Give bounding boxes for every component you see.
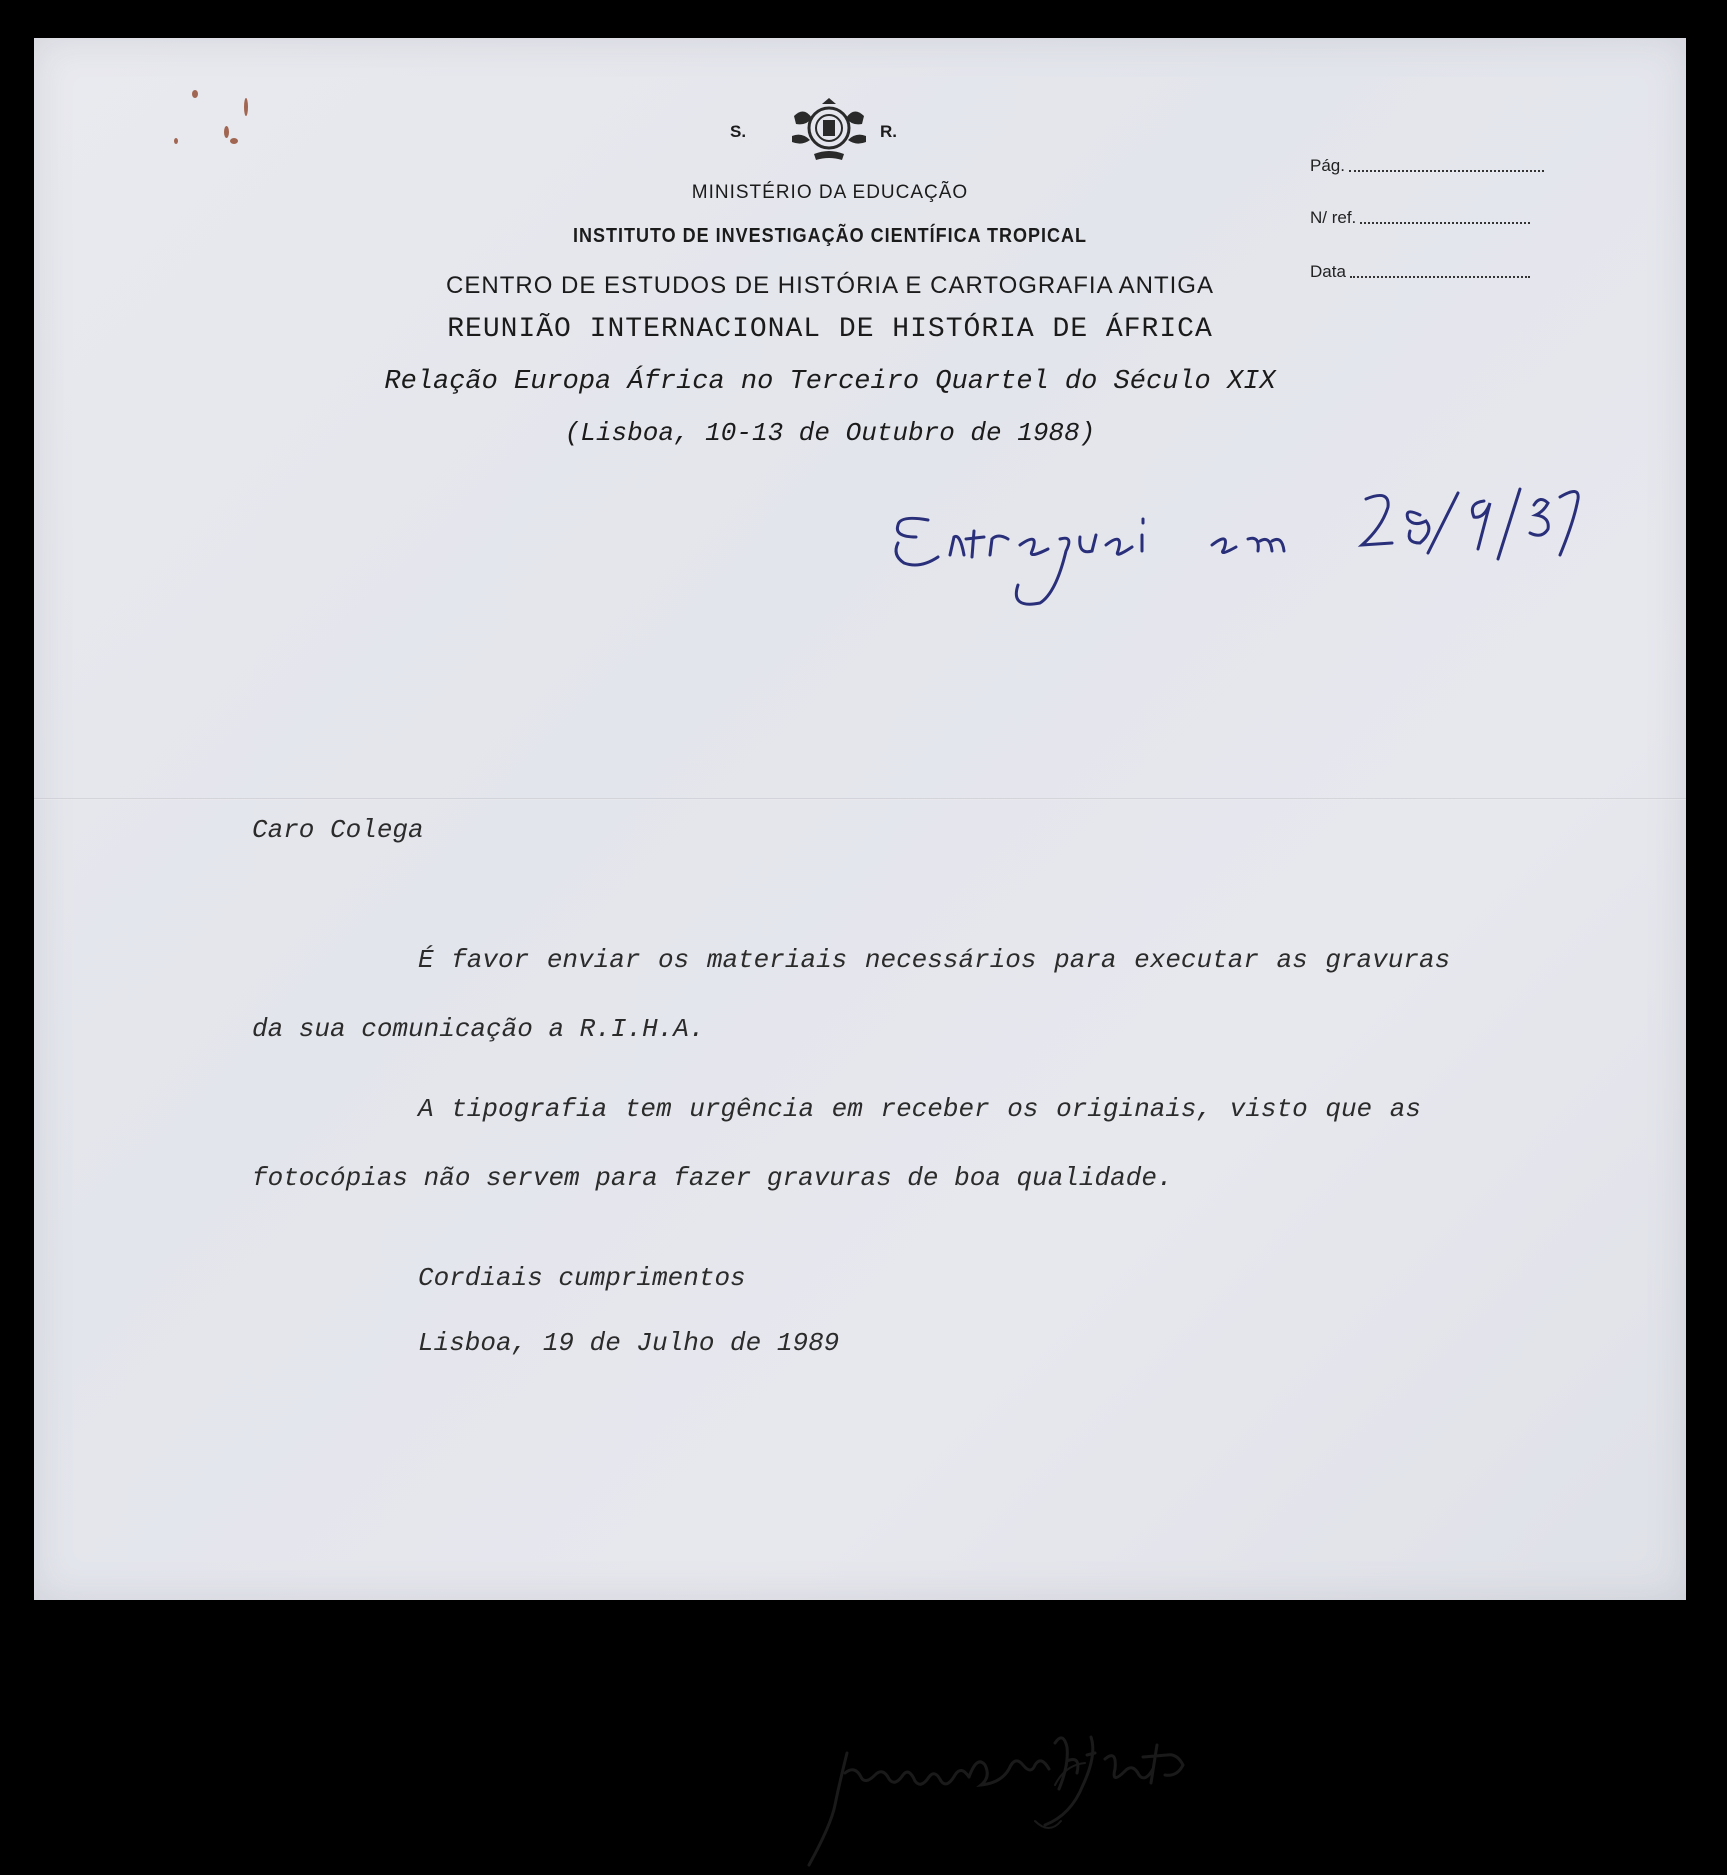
letter-paragraph-1-line-1: É favor enviar os materiais necessários para executar as gravuras xyxy=(418,945,1451,975)
conference-location-dates: (Lisboa, 10-13 de Outubro de 1988) xyxy=(564,418,1096,448)
reference-field xyxy=(1310,208,1530,228)
conference-title: REUNIÃO INTERNACIONAL DE HISTÓRIA DE ÁFRICA xyxy=(447,314,1213,345)
rust-stain xyxy=(174,138,178,144)
crest-left-letter: S. xyxy=(730,122,747,141)
date-field xyxy=(1310,262,1530,282)
page-field xyxy=(1310,156,1544,176)
letter-paragraph-2-line-1: A tipografia tem urgência em receber os originais, visto que as xyxy=(418,1094,1421,1124)
crest-right-letter: R. xyxy=(880,122,897,141)
date-field-label: Data xyxy=(1310,262,1346,281)
letter-closing: Cordiais cumprimentos xyxy=(418,1263,746,1293)
coat-of-arms-icon xyxy=(784,96,874,166)
letter-place-date: Lisboa, 19 de Julho de 1989 xyxy=(418,1328,840,1358)
conference-subtitle: Relação Europa África no Terceiro Quartel do Século XIX xyxy=(384,367,1276,397)
paper-fold-line xyxy=(34,798,1686,800)
letter-greeting: Caro Colega xyxy=(252,815,424,845)
letterhead-crest xyxy=(700,80,920,160)
handwritten-note xyxy=(880,485,1610,615)
letter-paragraph-2-line-2: fotocópias não servem para fazer gravuras de boa qualidade. xyxy=(252,1163,1173,1193)
rust-stain xyxy=(224,126,229,138)
ministry-name: MINISTÉRIO DA EDUCAÇÃO xyxy=(691,182,969,203)
reference-field-line xyxy=(1360,221,1530,224)
page-field-label: Pág. xyxy=(1310,156,1345,175)
institute-name: INSTITUTO DE INVESTIGAÇÃO CIENTÍFICA TROPICAL xyxy=(572,223,1087,247)
rust-stain xyxy=(230,138,238,144)
rust-stain xyxy=(192,90,198,98)
centre-name: CENTRO DE ESTUDOS DE HISTÓRIA E CARTOGRAFIA ANTIGA xyxy=(446,272,1214,299)
letter-paragraph-1-line-2: da sua comunicação a R.I.H.A. xyxy=(252,1014,705,1044)
page-field-line xyxy=(1349,169,1544,172)
rust-stain xyxy=(244,98,248,116)
reference-field-label: N/ ref. xyxy=(1310,208,1357,227)
date-field-line xyxy=(1350,275,1530,278)
signature xyxy=(805,1725,1345,1875)
